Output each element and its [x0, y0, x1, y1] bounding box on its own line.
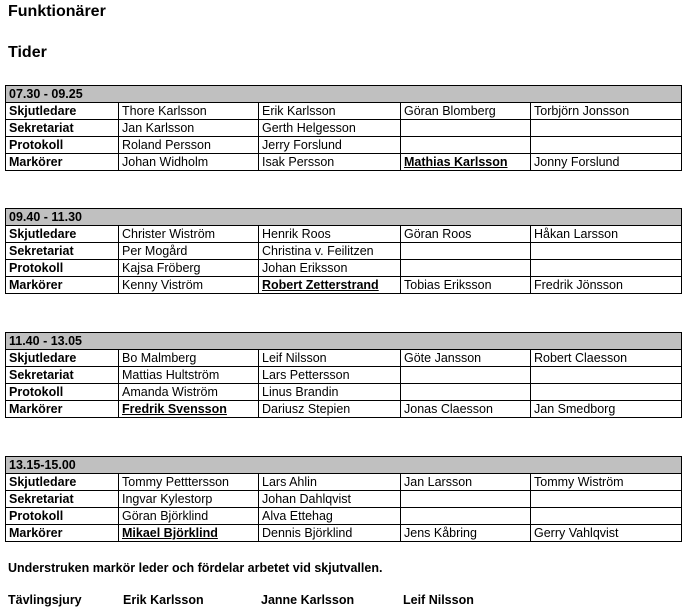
name-cell: Henrik Roos [259, 226, 401, 243]
name-cell: Jonas Claesson [401, 401, 531, 418]
name-cell [531, 137, 682, 154]
name-cell: Jens Kåbring [401, 525, 531, 542]
shift-time-row [6, 86, 682, 103]
shift-table-4 [5, 456, 682, 542]
name-cell [401, 367, 531, 384]
name-cell: Kajsa Fröberg [119, 260, 259, 277]
table-row [6, 120, 682, 137]
lead-marker-name: Mathias Karlsson [401, 154, 531, 171]
name-cell: Christer Wiström [119, 226, 259, 243]
name-cell: Göran Roos [401, 226, 531, 243]
name-cell [531, 384, 682, 401]
table-row [6, 260, 682, 277]
table-row [6, 103, 682, 120]
role-label: Sekretariat [6, 367, 119, 384]
name-cell [531, 260, 682, 277]
role-label: Markörer [6, 401, 119, 418]
name-cell: Håkan Larsson [531, 226, 682, 243]
table-row [6, 154, 682, 171]
name-cell: Christina v. Feilitzen [259, 243, 401, 260]
table-row [6, 401, 682, 418]
name-cell: Gerth Helgesson [259, 120, 401, 137]
name-cell: Jan Smedborg [531, 401, 682, 418]
name-cell [401, 243, 531, 260]
lead-marker-name: Mikael Björklind [119, 525, 259, 542]
role-label: Skjutledare [6, 350, 119, 367]
shift-time: 09.40 - 11.30 [6, 209, 682, 226]
role-label: Markörer [6, 525, 119, 542]
jury-member: Erik Karlsson [123, 593, 204, 607]
name-cell: Johan Eriksson [259, 260, 401, 277]
shift-time: 13.15-15.00 [6, 457, 682, 474]
name-cell: Göran Blomberg [401, 103, 531, 120]
jury-label: Tävlingsjury [8, 593, 82, 607]
role-label: Protokoll [6, 384, 119, 401]
role-label: Protokoll [6, 260, 119, 277]
role-label: Skjutledare [6, 226, 119, 243]
table-row [6, 226, 682, 243]
page-title: Funktionärer [8, 3, 106, 20]
shift-table-2 [5, 208, 682, 294]
name-cell: Lars Pettersson [259, 367, 401, 384]
name-cell: Jan Larsson [401, 474, 531, 491]
name-cell: Johan Dahlqvist [259, 491, 401, 508]
role-label: Sekretariat [6, 243, 119, 260]
table-row [6, 525, 682, 542]
name-cell: Göte Jansson [401, 350, 531, 367]
name-cell [531, 243, 682, 260]
role-label: Protokoll [6, 508, 119, 525]
name-cell [401, 384, 531, 401]
name-cell [401, 137, 531, 154]
name-cell: Jan Karlsson [119, 120, 259, 137]
table-row [6, 243, 682, 260]
name-cell [401, 120, 531, 137]
name-cell: Göran Björklind [119, 508, 259, 525]
name-cell [531, 491, 682, 508]
name-cell: Torbjörn Jonsson [531, 103, 682, 120]
name-cell [401, 491, 531, 508]
shift-time-row [6, 209, 682, 226]
role-label: Skjutledare [6, 474, 119, 491]
lead-marker-name: Fredrik Svensson [119, 401, 259, 418]
table-row [6, 137, 682, 154]
table-row [6, 491, 682, 508]
section-title: Tider [8, 44, 47, 61]
name-cell: Dennis Björklind [259, 525, 401, 542]
name-cell: Roland Persson [119, 137, 259, 154]
role-label: Markörer [6, 154, 119, 171]
name-cell [531, 367, 682, 384]
role-label: Protokoll [6, 137, 119, 154]
shift-table-3 [5, 332, 682, 418]
shift-time-row [6, 457, 682, 474]
shift-table-1 [5, 85, 682, 171]
shift-time: 07.30 - 09.25 [6, 86, 682, 103]
name-cell: Thore Karlsson [119, 103, 259, 120]
table-row [6, 474, 682, 491]
table-row [6, 367, 682, 384]
role-label: Sekretariat [6, 120, 119, 137]
table-row [6, 508, 682, 525]
name-cell: Alva Ettehag [259, 508, 401, 525]
name-cell: Johan Widholm [119, 154, 259, 171]
name-cell: Tommy Wiström [531, 474, 682, 491]
lead-marker-name: Robert Zetterstrand [259, 277, 401, 294]
name-cell: Bo Malmberg [119, 350, 259, 367]
role-label: Skjutledare [6, 103, 119, 120]
table-row [6, 277, 682, 294]
jury-member: Leif Nilsson [403, 593, 474, 607]
name-cell: Amanda Wiström [119, 384, 259, 401]
name-cell: Linus Brandin [259, 384, 401, 401]
name-cell: Kenny Viström [119, 277, 259, 294]
name-cell: Ingvar Kylestorp [119, 491, 259, 508]
name-cell: Gerry Vahlqvist [531, 525, 682, 542]
name-cell: Mattias Hultström [119, 367, 259, 384]
role-label: Sekretariat [6, 491, 119, 508]
name-cell: Fredrik Jönsson [531, 277, 682, 294]
name-cell: Dariusz Stepien [259, 401, 401, 418]
name-cell: Jonny Forslund [531, 154, 682, 171]
name-cell: Tommy Petttersson [119, 474, 259, 491]
name-cell: Jerry Forslund [259, 137, 401, 154]
table-row [6, 384, 682, 401]
lead-marker-note: Understruken markör leder och fördelar arbetet vid skjutvallen. [8, 561, 383, 575]
shift-time: 11.40 - 13.05 [6, 333, 682, 350]
role-label: Markörer [6, 277, 119, 294]
name-cell: Leif Nilsson [259, 350, 401, 367]
jury-member: Janne Karlsson [261, 593, 355, 607]
name-cell [531, 120, 682, 137]
name-cell: Isak Persson [259, 154, 401, 171]
name-cell [401, 508, 531, 525]
table-row [6, 350, 682, 367]
name-cell: Robert Claesson [531, 350, 682, 367]
name-cell: Tobias Eriksson [401, 277, 531, 294]
name-cell: Erik Karlsson [259, 103, 401, 120]
name-cell: Per Mogård [119, 243, 259, 260]
name-cell: Lars Ahlin [259, 474, 401, 491]
name-cell [531, 508, 682, 525]
shift-time-row [6, 333, 682, 350]
name-cell [401, 260, 531, 277]
